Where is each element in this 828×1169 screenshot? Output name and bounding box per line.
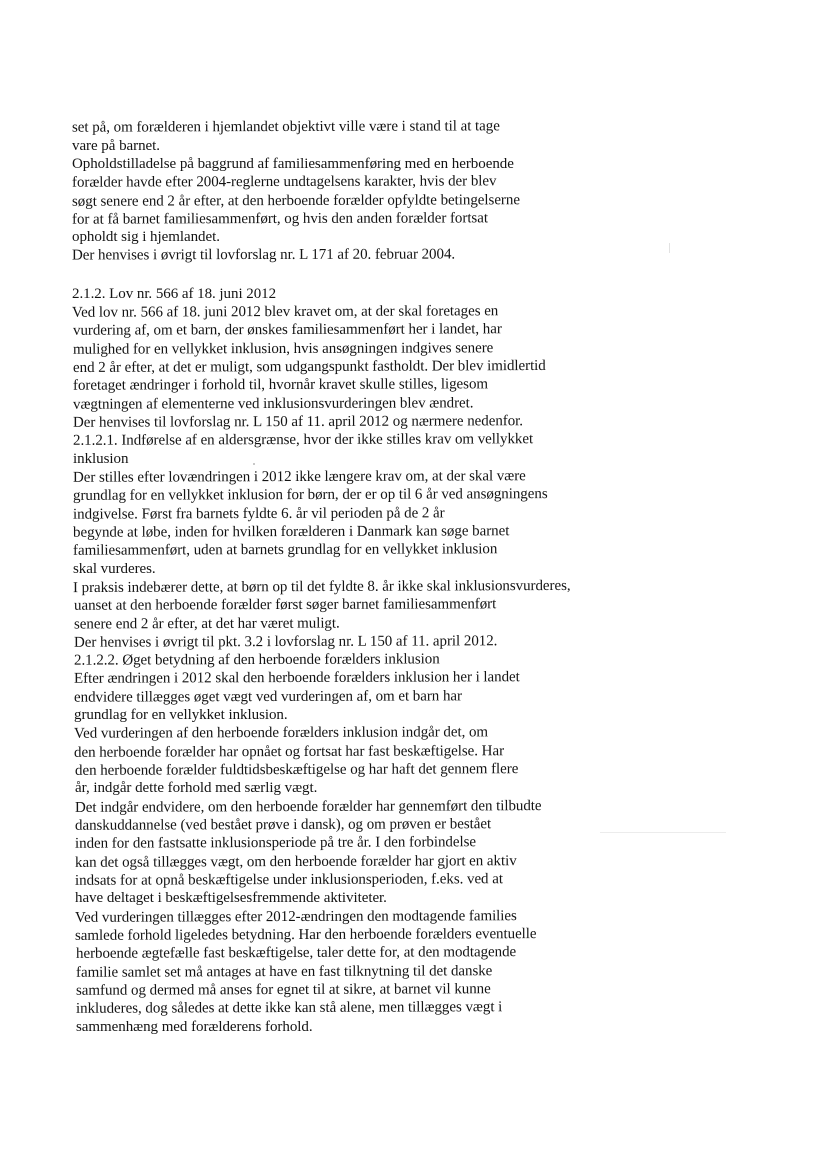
body-text-line: Ved vurderingen af den herboende forælders inklusion indgår det, om bbox=[73, 724, 489, 742]
body-text-line: samfund og dermed må anses for egnet til at sikre, at barnet vil kunne bbox=[75, 981, 491, 999]
body-text-line: Der stilles efter lovændringen i 2012 ikke længere krav om, at der skal være bbox=[72, 468, 526, 486]
scan-speck bbox=[253, 463, 255, 465]
body-text-line: set på, om forælderen i hjemlandet objektivt ville være i stand til at tage bbox=[71, 118, 500, 136]
body-text-line: opholdt sig i hjemlandet. bbox=[72, 229, 220, 245]
body-text-line: Der henvises i øvrigt til pkt. 3.2 i lovforslag nr. L 150 af 11. april 2012. bbox=[73, 633, 498, 651]
body-text-line: Ved vurderingen tillægges efter 2012-ændringen den modtagende families bbox=[74, 908, 517, 926]
body-text-line: forælder havde efter 2004-reglerne undtagelsens karakter, hvis der blev bbox=[71, 173, 497, 191]
body-text-line: foretaget ændringer i forhold til, hvornår kravet skulle stilles, ligesom bbox=[72, 376, 489, 394]
body-text-line: have deltaget i beskæftigelsesfremmende aktiviteter. bbox=[75, 890, 387, 906]
body-text-line: uanset at den herboende forælder først søger barnet familiesammenført bbox=[73, 596, 497, 614]
body-text-line: sammenhæng med forælderens forhold. bbox=[76, 1019, 313, 1035]
body-text-line: Efter ændringen i 2012 skal den herboende forælders inklusion her i landet bbox=[73, 669, 520, 687]
body-text-line: indsats for at opnå beskæftigelse under inklusionsperioden, f.eks. ved at bbox=[74, 871, 503, 889]
body-text-line: vare på barnet. bbox=[72, 138, 160, 154]
body-text-line: Opholdstilladelse på baggrund af familiesammenføring med en herboende bbox=[72, 156, 514, 172]
body-text-line: vurdering af, om et barn, der ønskes familiesammenført her i landet, har bbox=[72, 321, 502, 339]
body-text-line: Der henvises i øvrigt til lovforslag nr. L 171 af 20. februar 2004. bbox=[71, 246, 456, 264]
body-text-line: grundlag for en vellykket inklusion for børn, der er op til 6 år ved ansøgningens bbox=[72, 486, 548, 504]
body-text-line: den herboende forælder fuldtidsbeskæftigelse og har haft det gennem flere bbox=[74, 761, 519, 779]
body-text-line: skal vurderes. bbox=[73, 561, 156, 577]
section-heading: 2.1.2. Lov nr. 566 af 18. juni 2012 bbox=[72, 286, 277, 302]
body-text-line: mulighed for en vellykket inklusion, hvis ansøgningen indgives senere bbox=[72, 340, 494, 358]
body-text-line: inkluderes, dog således at dette ikke kan stå alene, men tillægges vægt i bbox=[75, 999, 503, 1017]
body-text-line: familie samlet set må antages at have en fast tilknytning til det danske bbox=[75, 963, 493, 981]
body-text-line: Ved lov nr. 566 af 18. juni 2012 blev kravet om, at der skal foretages en bbox=[71, 303, 499, 321]
scan-speck bbox=[669, 243, 670, 253]
body-text-line: inden for den fastsatte inklusionsperiode på tre år. I den forbindelse bbox=[74, 834, 476, 852]
body-text-line: år, indgår dette forhold med særlig vægt. bbox=[75, 780, 318, 796]
body-text-line: den herboende forælder har opnået og fortsat har fast beskæftigelse. Har bbox=[73, 743, 505, 761]
body-text-line: herboende ægtefælle fast beskæftigelse, taler dette for, at den modtagende bbox=[75, 944, 517, 962]
body-text-line: samlede forhold ligeledes betydning. Har den herboende forælders eventuelle bbox=[74, 926, 537, 944]
body-text-line: familiesammenført, uden at barnets grundlag for en vellykket inklusion bbox=[72, 541, 498, 559]
subsection-heading: 2.1.2.2. Øget betydning af den herboende forælders inklusion bbox=[73, 651, 440, 669]
body-text-line: kan det også tillægges vægt, om den herboende forælder har gjort en aktiv bbox=[74, 853, 517, 871]
body-text-line: indgivelse. Først fra barnets fyldte 6. år vil perioden på de 2 år bbox=[72, 505, 445, 523]
subsection-heading: inklusion bbox=[73, 451, 129, 467]
body-text-line: senere end 2 år efter, at det har været muligt. bbox=[73, 615, 340, 633]
body-text-line: for at få barnet familiesammenført, og hvis den anden forælder fortsat bbox=[71, 210, 488, 228]
body-text-line: end 2 år efter, at det er muligt, som udgangspunkt fastholdt. Der blev imidlertid bbox=[72, 357, 546, 377]
body-text-line: Det indgår endvidere, om den herboende forælder har gennemført den tilbudte bbox=[74, 798, 542, 816]
body-text-line: grundlag for en vellykket inklusion. bbox=[74, 707, 288, 723]
body-text-line: søgt senere end 2 år efter, at den herboende forælder opfyldte betingelserne bbox=[71, 192, 520, 210]
body-text-line: endvidere tillægges øget vægt ved vurderingen af, om et barn har bbox=[73, 688, 462, 706]
body-text-line: danskuddannelse (ved bestået prøve i dansk), og om prøven er bestået bbox=[74, 816, 492, 834]
subsection-heading: 2.1.2.1. Indførelse af en aldersgrænse, hvor der ikke stilles krav om vellykket bbox=[72, 431, 534, 449]
body-text-line: vægtningen af elementerne ved inklusionsvurderingen blev ændret. bbox=[72, 395, 474, 413]
body-text-line: I praksis indebærer dette, at børn op til det fyldte 8. år ikke skal inklusionsvurderes, bbox=[72, 577, 571, 597]
body-text-line: Der henvises til lovforslag nr. L 150 af 11. april 2012 og nærmere nedenfor. bbox=[72, 413, 524, 431]
body-text-line: begynde at løbe, inden for hvilken forælderen i Danmark kan søge barnet bbox=[72, 523, 510, 541]
scan-speck bbox=[600, 832, 726, 833]
